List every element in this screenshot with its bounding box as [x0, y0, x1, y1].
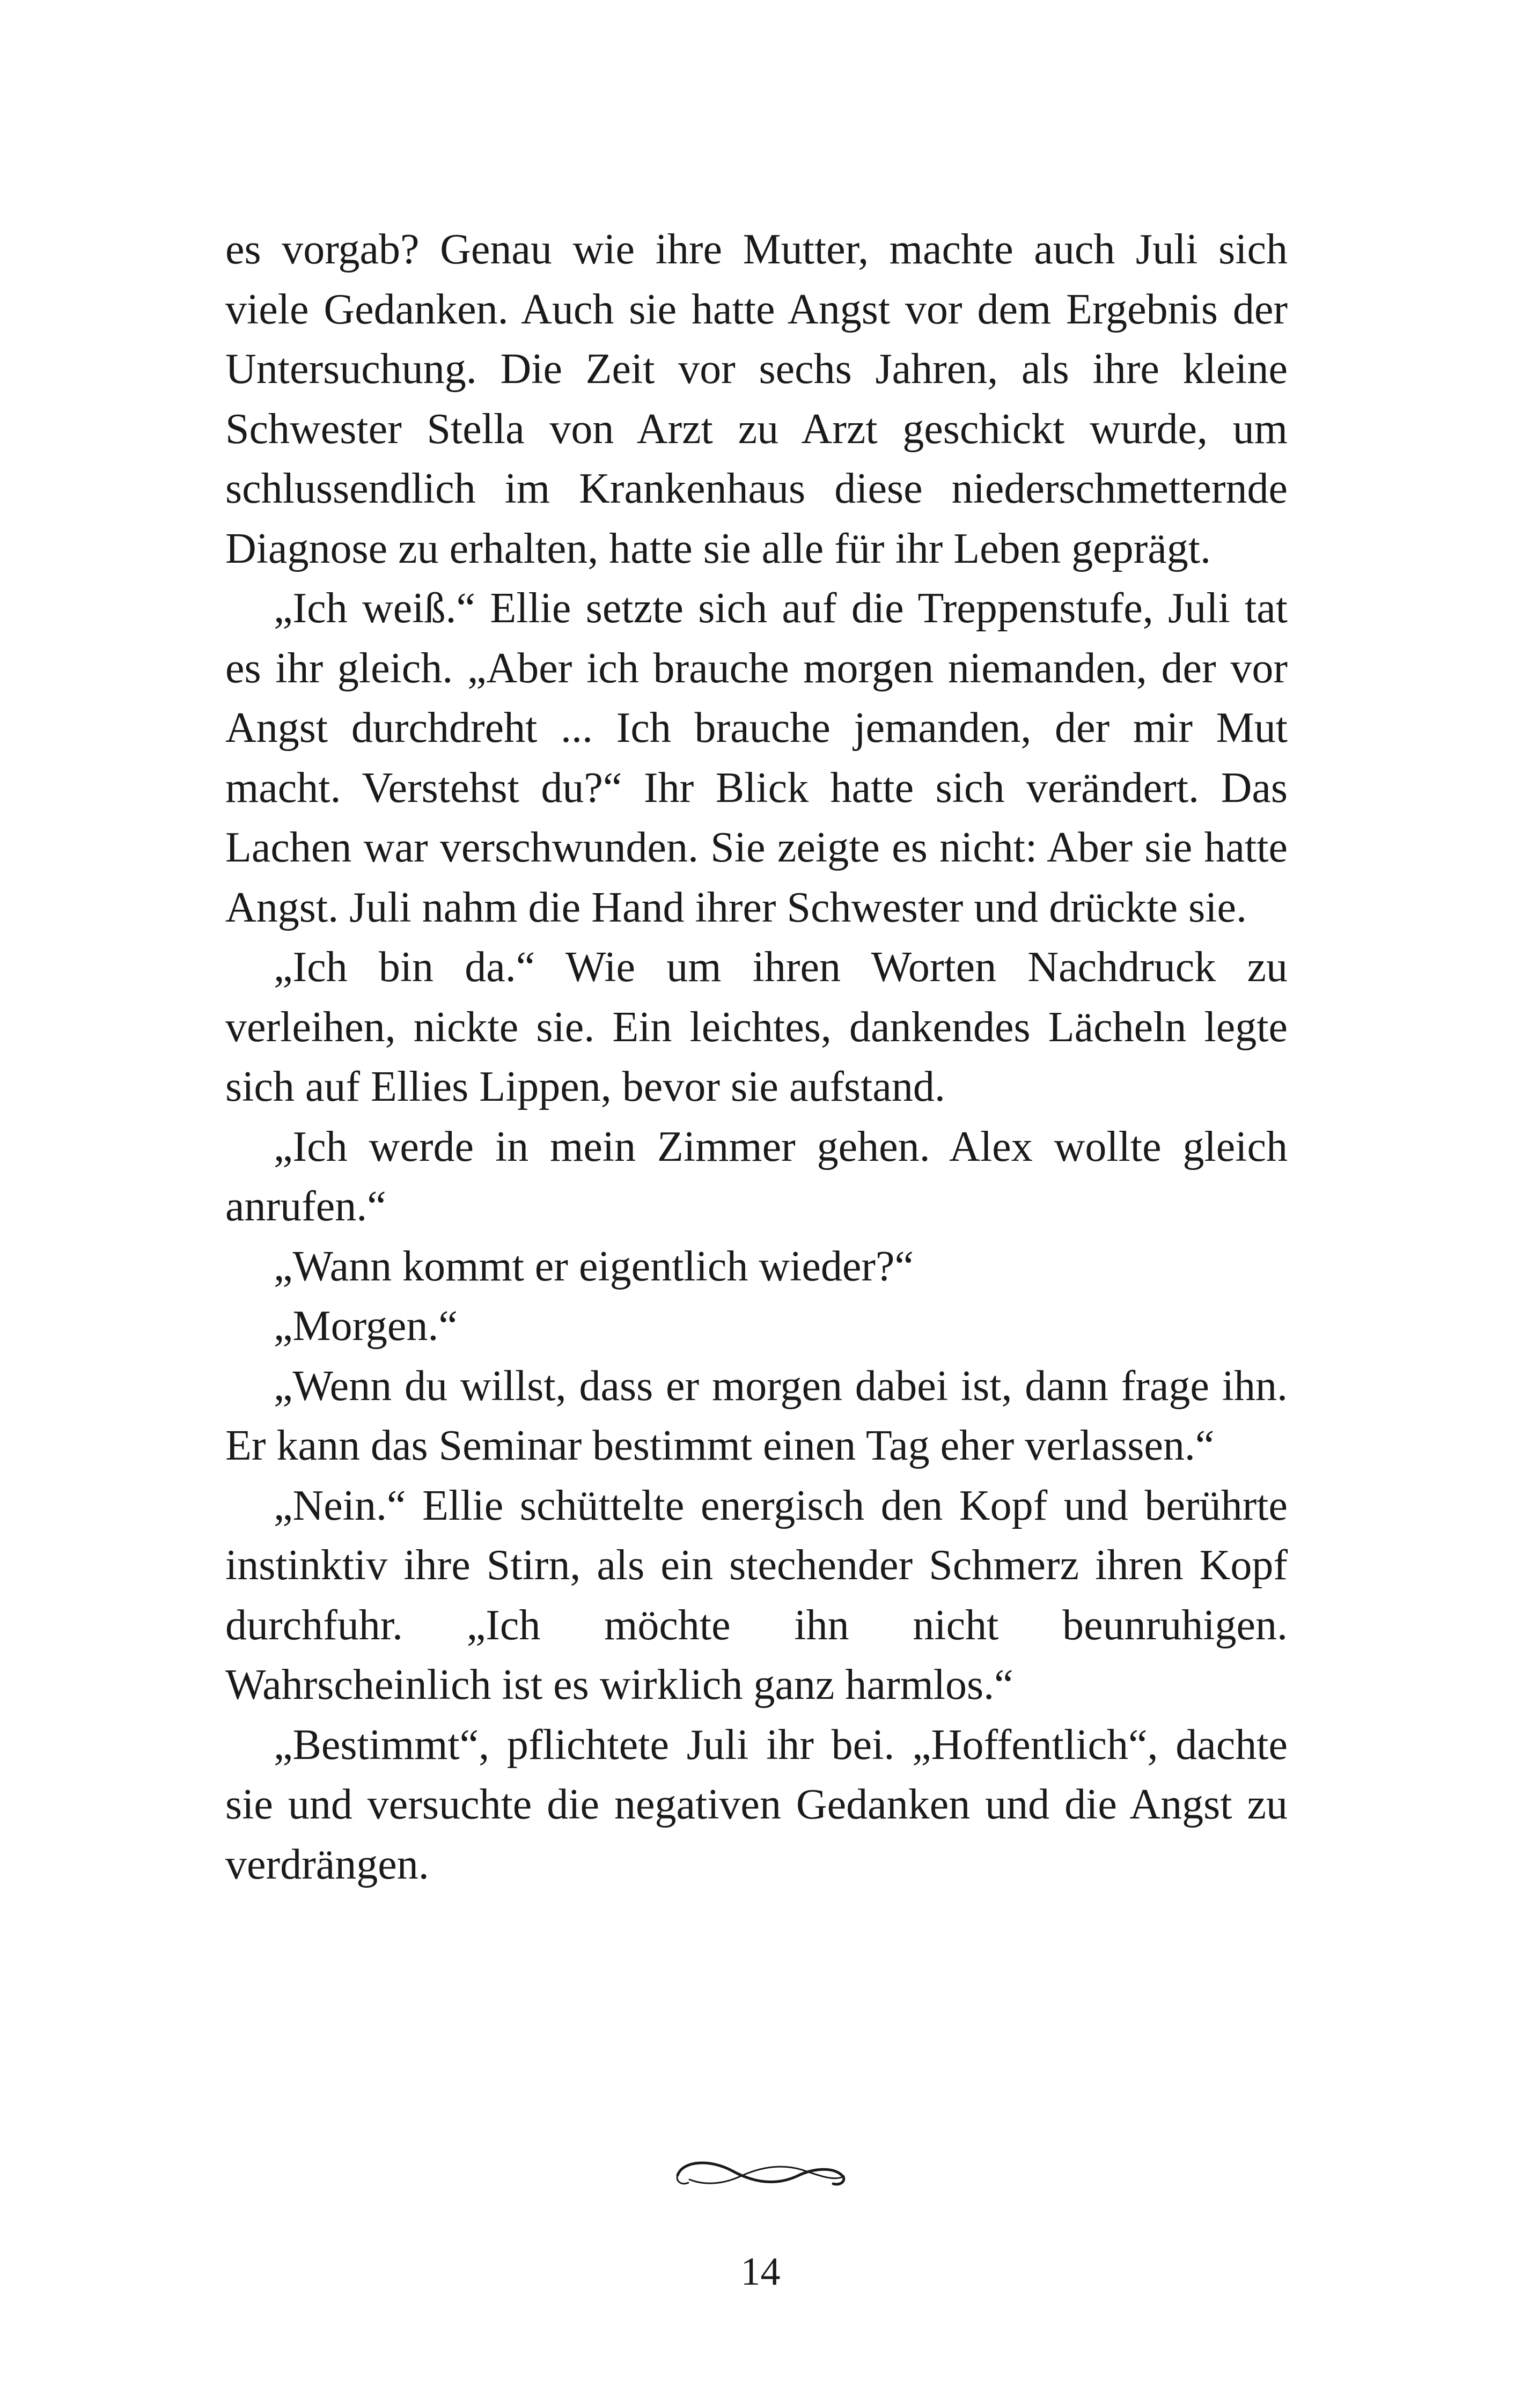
body-text — [225, 220, 1288, 1895]
swirl-divider-icon — [673, 2148, 848, 2199]
page-number: 14 — [740, 2250, 781, 2294]
paragraph-1: es vorgab? Genau wie ihre Mutter, machte auch Juli sich viele Gedanken. Auch sie hatte Angst vor dem Ergebnis der Untersuchung. Die Zeit vor sechs Jahren, als ihre kleine Schwester Stella von Arzt zu Arzt geschickt wurde, um schlussendlich im Krankenhaus diese niederschmetternde Diagnose zu erhalten, hatte sie alle für ihr Leben geprägt. — [225, 226, 1288, 572]
paragraph-4: „Ich werde in mein Zimmer gehen. Alex wollte gleich anrufen.“ — [225, 1123, 1288, 1230]
paragraph-5: „Wann kommt er eigentlich wieder?“ — [274, 1242, 914, 1290]
paragraph-2: „Ich weiß.“ Ellie setzte sich auf die Treppenstufe, Juli tat es ihr gleich. „Aber ich brauche morgen niemanden, der vor Angst durchdreht ... Ich brauche jemanden, der mir Mut macht. Verstehst du?“ Ihr Blick hatte sich verändert. Das Lachen war verschwunden. Sie zeigte es nicht: Aber sie hatte Angst. Juli nahm die Hand ihrer Schwester und drückte sie. — [225, 585, 1288, 931]
paragraph-9: „Bestimmt“, pflichtete Juli ihr bei. „Hoffentlich“, dachte sie und versuchte die negativen Gedanken und die Angst zu verdrängen. — [225, 1721, 1288, 1888]
paragraph-3: „Ich bin da.“ Wie um ihren Worten Nachdruck zu verleihen, nickte sie. Ein leichtes, dankendes Lächeln legte sich auf Ellies Lippen, bevor sie aufstand. — [225, 944, 1288, 1110]
paragraph-7: „Wenn du willst, dass er morgen dabei ist, dann frage ihn. Er kann das Seminar bestimmt einen Tag eher verlassen.“ — [225, 1362, 1288, 1469]
paragraph-6: „Morgen.“ — [274, 1302, 458, 1350]
paragraph-8: „Nein.“ Ellie schüttelte energisch den Kopf und berührte instinktiv ihre Stirn, als ein stechender Schmerz ihren Kopf durchfuhr. „Ich möchte ihn nicht beunruhigen. Wahrscheinlich ist es wirklich ganz harmlos.“ — [225, 1482, 1288, 1709]
